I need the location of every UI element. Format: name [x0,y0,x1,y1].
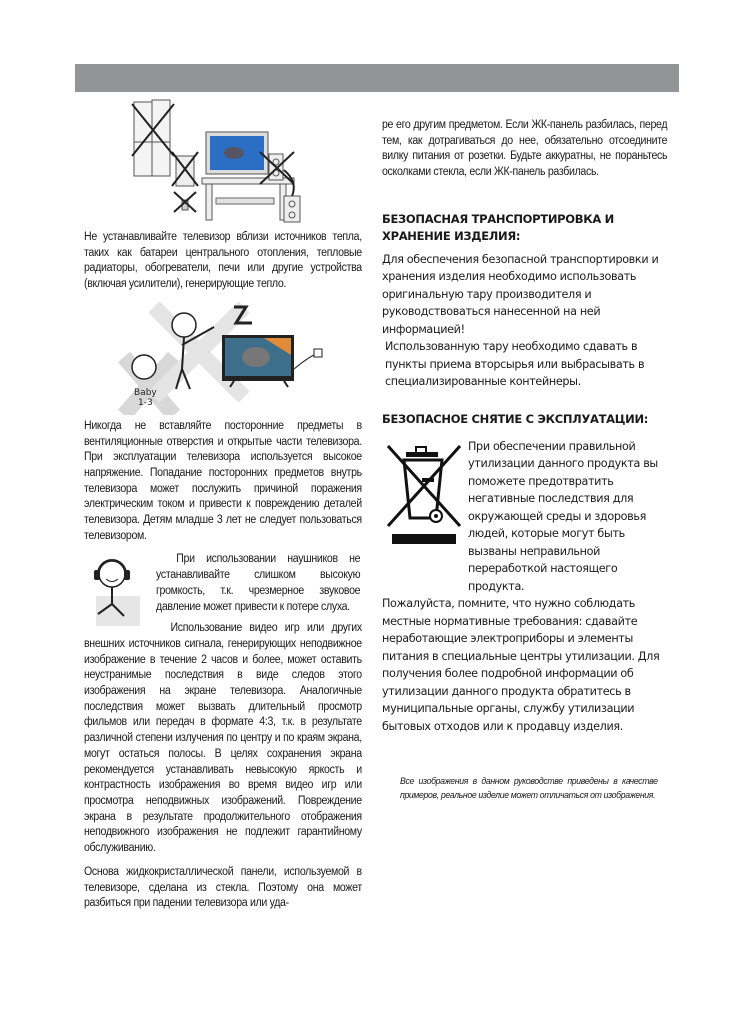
paragraph-headphones: При использовании наушников не устанавливайте слишком высокую громкость, т.к. чрезмерное звуковое давление может привести к потере слуха. [156,553,361,613]
paragraph-transport-2: Использованную тару необходимо сдавать в пункты приема вторсырья или выбрасывать в специализированные контейнеры. [385,340,645,389]
images-disclaimer-note: Все изображения в данном руководстве приведены в качестве примеров, реальное изделие может отличаться от изображения. [400,776,658,802]
paragraph-disposal-2: Пожалуйста, помните, что нужно соблюдать местные нормативные требования: сдавайте неработающие электроприборы и элементы питания в специальные центры утилизации. Для получения более подробной информации об утилизации данного продукта обратитесь в муниципальные органы, службу утилизации бытовых отходов или к продавцу изделия. [382,597,660,733]
right-column [382,118,666,803]
heading-transport-storage: БЕЗОПАСНАЯ ТРАНСПОРТИРОВКА И ХРАНЕНИЕ ИЗДЕЛИЯ: [382,211,614,243]
left-column [84,96,362,912]
disposal-section [382,438,666,596]
svg-text:1-3: 1-3 [138,397,153,408]
paragraph-transport-1: Для обеспечения безопасной транспортировки и хранения изделия необходимо использовать оригинальную тару производителя и руководствоваться нанесенной на ней информацией! [382,252,659,336]
paragraph-heat-sources: Не устанавливайте телевизор вблизи источников тепла, таких как батареи центрального отопления, тепловые радиаторы, обогреватели, печи или другие устройства (включая усилители), генерирующие тепло. [84,231,362,291]
paragraph-video-games: Использование видео игр или других внешних источников сигнала, генерирующих неподвижное изображение в течение 2 часов и более, может оставить неустранимые последствия в виде следов этого изображения на экране телевизора. Аналогичные последствия может вызвать длительный просмотр фильмов или передач в формате 4:3, т.к. в результате различной степени излучения по центру и по краям экрана, могут остаться полосы. В целях сохранения экрана рекомендуется устанавливать невысокую яркость и контрастность изображения во время видео игр или просмотра неподвижных изображений. Повреждение экрана в результате продолжительного отображения неподвижного изображения не подлежит гарантийному обслуживанию. [84,622,362,855]
crossed-out-wheelie-bin-icon [386,444,462,548]
svg-text:Baby: Baby [134,387,157,398]
child-safety-tv-illustration [84,297,362,415]
headphones-child-illustration [84,552,144,628]
paragraph-lcd-glass: Основа жидкокристаллической панели, используемой в телевизоре, сделана из стекла. Поэтому она может разбиться при падении телевизора или уда- [84,865,362,910]
page-header-bar [75,64,679,92]
headphones-section [84,552,362,856]
heading-safe-disposal: БЕЗОПАСНОЕ СНЯТИЕ С ЭКСПЛУАТАЦИИ: [382,411,649,426]
paragraph-lcd-glass-continued: ре его другим предметом. Если ЖК-панель разбилась, перед тем, как дотрагиваться до нее, обязательно отсоедините вилку питания от розетки. Будьте аккуратны, не пораньтесь осколками стекла, если ЖК-панель разбилась. [382,119,668,179]
tv-placement-hazards-illustration [84,96,362,224]
paragraph-disposal-1: При обеспечении правильной утилизации данного продукта вы поможете предотвратить негативные последствия для окружающей среды и здоровья людей, которые могут быть вызваны неправильной переработкой настоящего продукта. [468,439,658,593]
paragraph-foreign-objects: Никогда не вставляйте посторонние предметы в вентиляционные отверстия и открытые части телевизора. При эксплуатации телевизора используется высокое напряжение. Попадание посторонних предметов внутрь телевизора может послужить причиной поражения электрическим током и привести к повреждению деталей телевизора. Детям младше 3 лет не следует пользоваться телевизором. [84,419,362,542]
